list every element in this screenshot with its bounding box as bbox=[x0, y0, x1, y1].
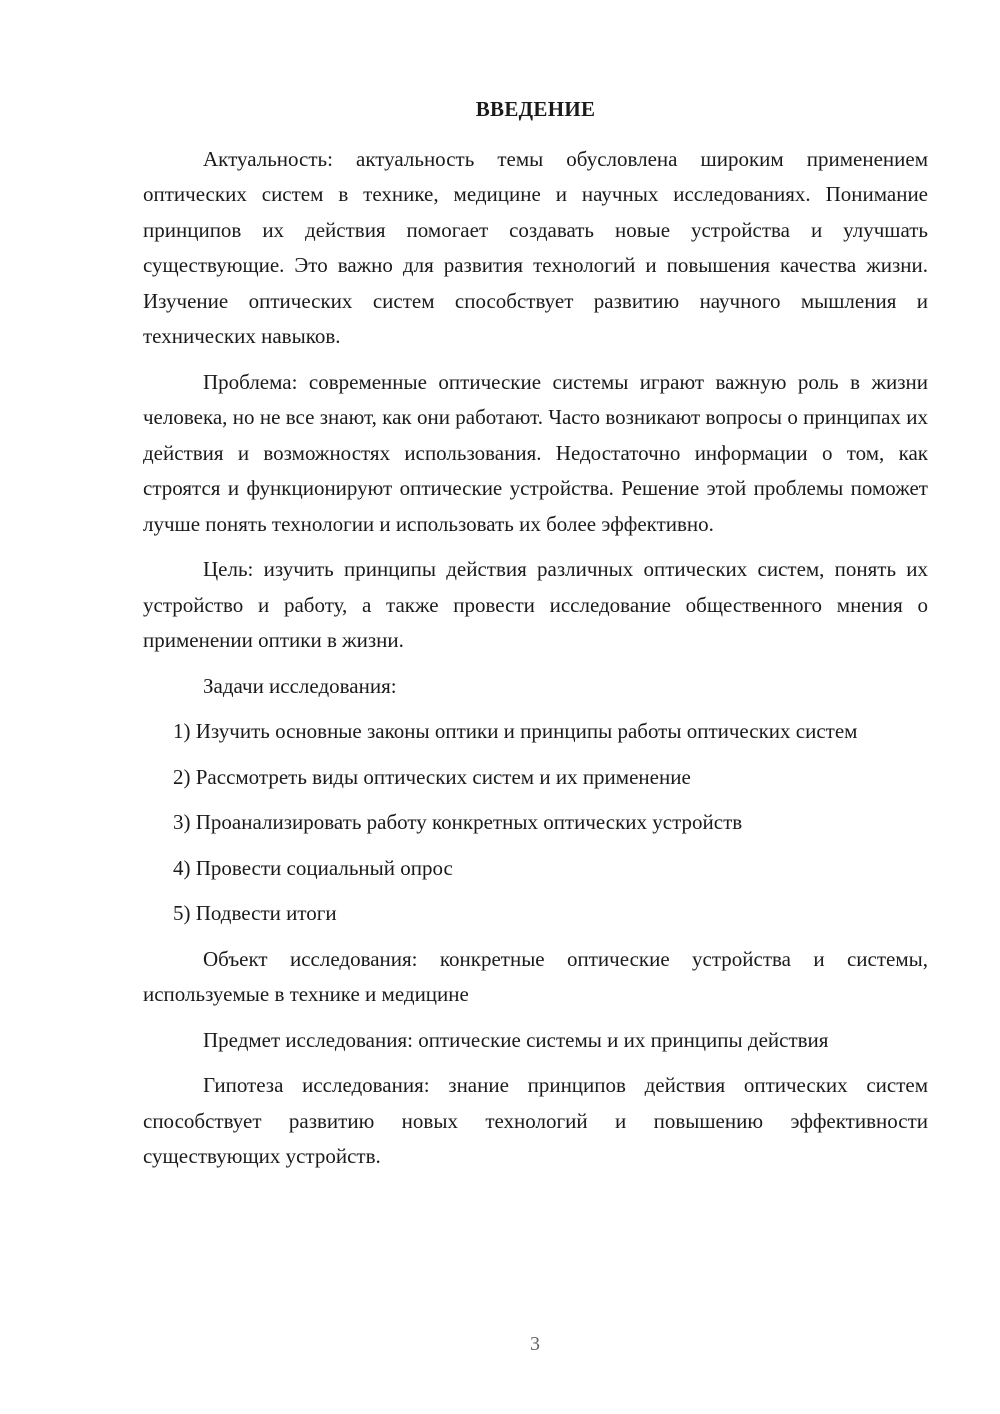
page-number: 3 bbox=[530, 1333, 540, 1355]
tasks-list bbox=[143, 714, 928, 932]
task-item-4: 4) Провести социальный опрос bbox=[173, 855, 453, 880]
task-item-1: 1) Изучить основные законы оптики и принципы работы оптических систем bbox=[173, 719, 858, 743]
tasks-title: Задачи исследования: bbox=[203, 673, 397, 698]
task-item-2: 2) Рассмотреть виды оптических систем и их применение bbox=[173, 764, 691, 789]
goal-paragraph: Цель: изучить принципы действия различных оптических систем, понять их устройство и работу, а также провести исследование общественного мнения о применении оптики в жизни. bbox=[143, 557, 928, 652]
task-item-3: 3) Проанализировать работу конкретных оптических устройств bbox=[173, 810, 743, 834]
object-paragraph: Объект исследования: конкретные оптические устройства и системы, используемые в технике и медицине bbox=[143, 946, 928, 1006]
relevance-paragraph: Актуальность: актуальность темы обусловлена широким применением оптических систем в технике, медицине и научных исследованиях. Понимание принципов их действия помогает создавать новые устройства и улучшать существующие. Это важно для развития технологий и повышения качества жизни. Изучение оптических систем способствует развитию научного мышления и технических навыков. bbox=[143, 146, 928, 348]
hypothesis-paragraph: Гипотеза исследования: знание принципов действия оптических систем способствует развитию новых технологий и повышению эффективности существующих устройств. bbox=[143, 1073, 928, 1168]
subject-paragraph: Предмет исследования: оптические системы и их принципы действия bbox=[203, 1027, 829, 1052]
task-item-5: 5) Подвести итоги bbox=[173, 901, 337, 925]
section-heading: ВВЕДЕНИЕ bbox=[475, 97, 596, 121]
page-content bbox=[143, 92, 928, 1185]
problem-paragraph: Проблема: современные оптические системы играют важную роль в жизни человека, но не все знают, как они работают. Часто возникают вопросы о принципах их действия и возможностях использования. Недостаточно информации о том, как строятся и функционируют оптические устройства. Решение этой проблемы поможет лучше понять технологии и использовать их более эффективно. bbox=[143, 369, 928, 536]
